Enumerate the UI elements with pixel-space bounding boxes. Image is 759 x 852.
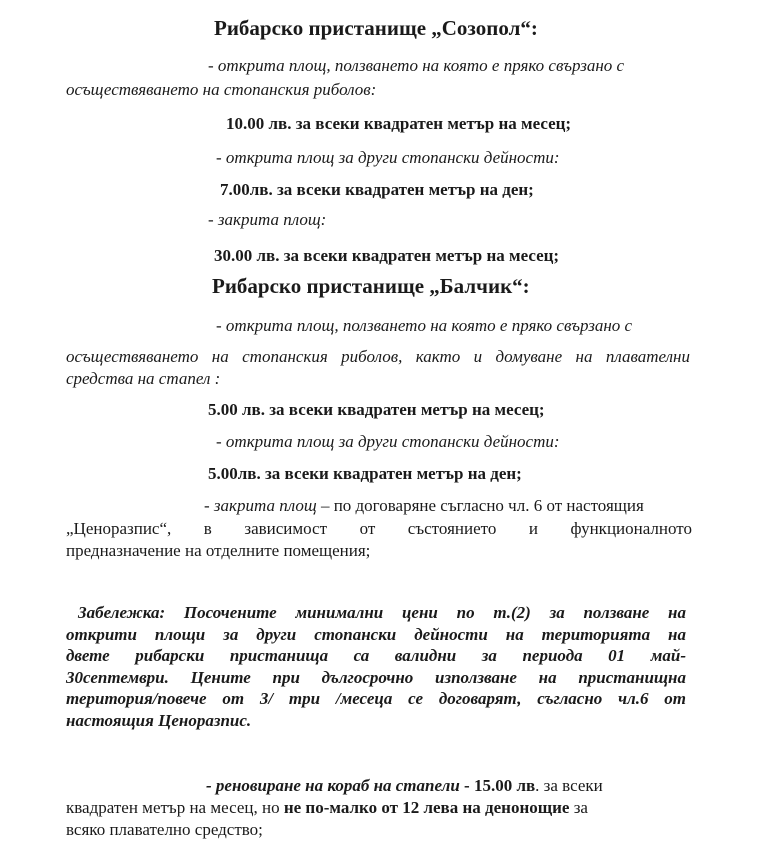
repair-line2-a: квадратен метър на месец, но bbox=[66, 798, 284, 817]
repair-line1 bbox=[206, 776, 603, 796]
note-line2: открити площи за други стопански дейности на територията на bbox=[66, 624, 686, 644]
balchik-item3-line2: „Ценоразпис“, в зависимост от състоянието и функционалното bbox=[66, 519, 692, 538]
repair-label: - реновиране на кораб на стапели bbox=[206, 776, 460, 795]
note-line1: Забележка: Посочените минимални цени по т.(2) за ползване на bbox=[78, 603, 686, 622]
sozopol-item1-line1: - открита площ, ползването на която е пряко свързано с bbox=[208, 56, 625, 75]
balchik-item3-label: - закрита площ bbox=[204, 496, 317, 515]
balchik-item3-paragraph bbox=[66, 518, 692, 562]
note-paragraph bbox=[66, 602, 686, 731]
sozopol-item3: - закрита площ: bbox=[208, 210, 327, 229]
sozopol-price2: 7.00лв. за всеки квадратен метър на ден; bbox=[220, 180, 534, 199]
balchik-price2: 5.00лв. за всеки квадратен метър на ден; bbox=[208, 464, 522, 483]
repair-line2-c: за bbox=[569, 798, 588, 817]
repair-line3: всяко плавателно средство; bbox=[66, 820, 263, 839]
balchik-item3-line1 bbox=[204, 496, 644, 516]
note-line4: 30септември. Цените при дългосрочно използване на пристанищна bbox=[66, 667, 686, 687]
balchik-item1-line2: осъществяването на стопанския риболов, както и домуване на плавателни bbox=[66, 347, 690, 366]
balchik-item1-line1: - открита площ, ползването на която е пряко свързано с bbox=[216, 316, 633, 335]
balchik-item1-paragraph bbox=[66, 346, 690, 390]
balchik-item3-line1-rest: – по договаряне съгласно чл. 6 от настоящия bbox=[316, 496, 644, 515]
sozopol-price1: 10.00 лв. за всеки квадратен метър на месец; bbox=[226, 114, 572, 133]
sozopol-heading: Рибарско пристанище „Созопол“: bbox=[214, 16, 538, 40]
balchik-item3-line3: предназначение на отделните помещения; bbox=[66, 541, 371, 560]
note-line5: територия/повече от 3/ три /месеца се договарят, съгласно чл.6 от bbox=[66, 689, 686, 708]
sozopol-price3: 30.00 лв. за всеки квадратен метър на месец; bbox=[214, 246, 560, 265]
balchik-item2: - открита площ за други стопански дейности: bbox=[216, 432, 560, 451]
repair-rest1: . за всеки bbox=[535, 776, 603, 795]
sozopol-item2: - открита площ за други стопански дейности: bbox=[216, 148, 560, 167]
note-line3: двете рибарски пристанища са валидни за периода 01 май- bbox=[66, 646, 686, 665]
sozopol-item1-line2: осъществяването на стопанския риболов: bbox=[66, 80, 377, 99]
repair-line2-bold: не по-малко от 12 лева на денонощие bbox=[283, 798, 570, 817]
note-line6: настоящия Ценоразпис. bbox=[66, 710, 252, 730]
balchik-price1: 5.00 лв. за всеки квадратен метър на месец; bbox=[208, 400, 545, 419]
balchik-heading: Рибарско пристанище „Балчик“: bbox=[212, 274, 530, 298]
balchik-item1-line3: средства на стапел : bbox=[66, 369, 221, 388]
repair-line2 bbox=[66, 798, 588, 818]
repair-price: - 15.00 лв bbox=[459, 776, 536, 795]
